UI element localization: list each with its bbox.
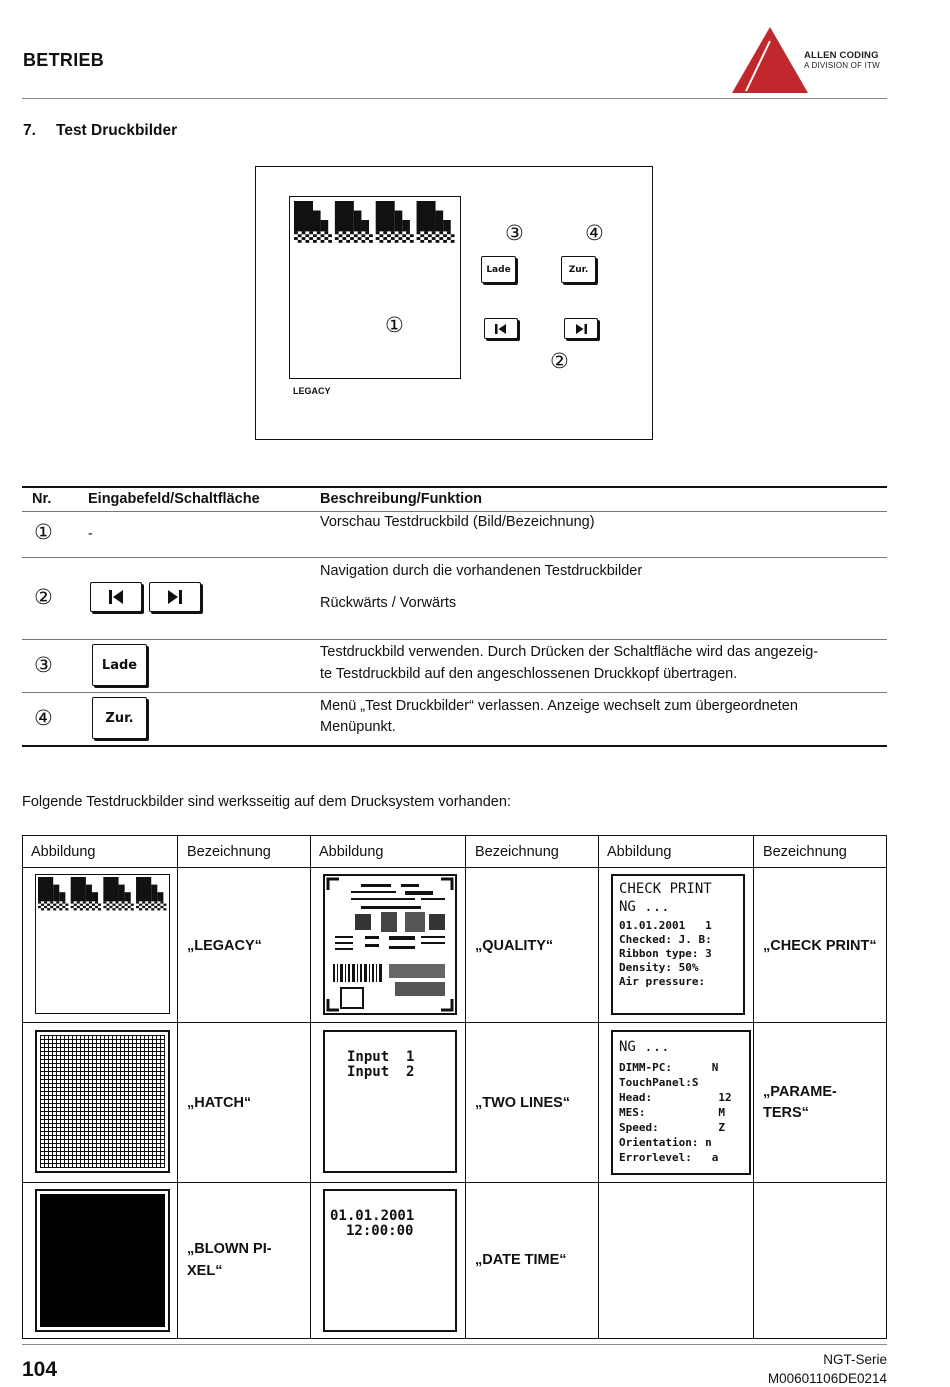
skip-forward-icon <box>166 589 184 605</box>
image-name: „PARAME- <box>763 1084 837 1100</box>
table-top-rule <box>22 486 887 488</box>
image-name: „LEGACY“ <box>187 938 262 954</box>
lcd-line: NG ... <box>619 899 670 915</box>
col-header: Abbildung <box>31 844 96 860</box>
marker-1: ① <box>385 313 404 337</box>
row-divider <box>22 639 887 640</box>
previous-button[interactable] <box>484 318 518 339</box>
legacy-image <box>35 874 170 1014</box>
row-desc: Menü „Test Druckbilder“ verlassen. Anzeige wechselt zum übergeordneten <box>320 698 798 714</box>
checkprint-image <box>611 874 745 1015</box>
row-desc: Vorschau Testdruckbild (Bild/Bezeichnung) <box>320 514 595 530</box>
col-header-desc: Beschreibung/Funktion <box>320 491 482 507</box>
image-name: XEL“ <box>187 1263 223 1279</box>
lcd-line: 01.01.2001 <box>330 1208 415 1224</box>
row-divider <box>22 1182 887 1183</box>
quality-image <box>323 874 457 1015</box>
doc-number: M00601106DE0214 <box>767 1371 887 1386</box>
lcd-line: CHECK PRINT <box>619 881 712 897</box>
col-header: Bezeichnung <box>187 844 271 860</box>
row-nr: ① <box>34 520 53 544</box>
preview-label: LEGACY <box>293 386 331 396</box>
image-name: „HATCH“ <box>187 1095 252 1111</box>
row-divider <box>22 557 887 558</box>
hatch-image <box>35 1030 170 1173</box>
heading-text: Test Druckbilder <box>56 122 178 139</box>
parameters-image <box>611 1030 751 1175</box>
previous-button <box>90 582 142 612</box>
marker-2: ② <box>550 349 569 373</box>
lcd-line: Ribbon type: 3 <box>619 947 712 960</box>
row-divider <box>22 692 887 693</box>
lcd-line: Speed: Z <box>619 1121 725 1134</box>
col-divider <box>598 835 599 1339</box>
hatch-pattern-icon <box>40 1035 165 1168</box>
legacy-pattern-icon <box>294 201 464 261</box>
next-button[interactable] <box>564 318 598 339</box>
series-label: NGT-Serie <box>823 1352 887 1367</box>
lcd-line: MES: M <box>619 1106 725 1119</box>
lcd-line: TouchPanel:S <box>619 1076 699 1089</box>
image-name: „DATE TIME“ <box>475 1252 567 1268</box>
load-button: Lade <box>92 644 147 686</box>
image-name: „BLOWN PI- <box>187 1241 272 1257</box>
load-button[interactable]: Lade <box>481 256 516 283</box>
datetime-image <box>323 1189 457 1332</box>
blown-pixel-pattern-icon <box>40 1194 165 1327</box>
lcd-line: Head: 12 <box>619 1091 732 1104</box>
lcd-line: Orientation: n <box>619 1136 712 1149</box>
col-header: Abbildung <box>607 844 672 860</box>
lcd-line: DIMM-PC: N <box>619 1061 719 1074</box>
section-title: BETRIEB <box>23 50 105 70</box>
col-header: Abbildung <box>319 844 384 860</box>
brand-name: ALLEN CODING <box>804 50 879 61</box>
row-divider <box>22 1022 887 1023</box>
lcd-line: Checked: J. B: <box>619 933 712 946</box>
skip-forward-icon <box>574 323 588 335</box>
section-heading <box>23 122 177 140</box>
lcd-line: NG ... <box>619 1039 670 1055</box>
image-name: TERS“ <box>763 1105 809 1121</box>
allen-coding-logo <box>732 27 808 93</box>
col-divider <box>753 835 754 1339</box>
row-desc: Testdruckbild verwenden. Durch Drücken der Schaltfläche wird das angezeig- <box>320 644 819 660</box>
lcd-line: Density: 50% <box>619 961 699 974</box>
marker-4: ④ <box>585 221 604 245</box>
footer-divider <box>22 1344 887 1345</box>
image-name: „TWO LINES“ <box>475 1095 571 1111</box>
preview-area[interactable] <box>289 196 461 379</box>
header-divider <box>22 98 887 99</box>
next-button <box>149 582 201 612</box>
table-bottom-rule <box>22 745 887 747</box>
col-header-nr: Nr. <box>32 491 52 507</box>
back-button: Zur. <box>92 697 147 739</box>
lcd-line: Air pressure: <box>619 975 706 988</box>
lcd-line: Input 1 <box>347 1049 415 1065</box>
row-field: - <box>88 526 93 542</box>
heading-number: 7. <box>23 122 36 139</box>
skip-back-icon <box>494 323 508 335</box>
col-divider <box>465 835 466 1339</box>
lcd-line: Input 2 <box>347 1064 415 1080</box>
col-header-field: Eingabefeld/Schaltfläche <box>88 491 260 507</box>
image-name: „CHECK PRINT“ <box>763 938 877 954</box>
col-header: Bezeichnung <box>763 844 847 860</box>
row-nr: ③ <box>34 653 53 677</box>
twolines-image <box>323 1030 457 1173</box>
row-divider <box>22 867 887 868</box>
row-desc: Rückwärts / Vorwärts <box>320 595 457 611</box>
brand-subtitle: A DIVISION OF ITW <box>804 61 880 70</box>
lcd-line: 01.01.2001 1 <box>619 919 712 932</box>
row-nr: ② <box>34 585 53 609</box>
blown-pixel-image <box>35 1189 170 1332</box>
col-divider <box>177 835 178 1339</box>
legacy-pattern-icon <box>38 877 170 923</box>
row-desc: Navigation durch die vorhandenen Testdruckbilder <box>320 563 643 579</box>
col-header: Bezeichnung <box>475 844 559 860</box>
back-button[interactable]: Zur. <box>561 256 596 283</box>
quality-pattern-icon <box>325 876 455 1013</box>
marker-3: ③ <box>505 221 524 245</box>
intro-text: Folgende Testdruckbilder sind werksseitig auf dem Drucksystem vorhanden: <box>22 794 511 810</box>
lcd-line: Errorlevel: a <box>619 1151 719 1164</box>
skip-back-icon <box>107 589 125 605</box>
row-desc: Menüpunkt. <box>320 719 396 735</box>
lcd-line: 12:00:00 <box>346 1223 414 1239</box>
row-nr: ④ <box>34 706 53 730</box>
col-divider <box>310 835 311 1339</box>
page-number: 104 <box>22 1358 58 1381</box>
image-name: „QUALITY“ <box>475 938 554 954</box>
row-desc: te Testdruckbild auf den angeschlossenen Druckkopf übertragen. <box>320 666 738 682</box>
